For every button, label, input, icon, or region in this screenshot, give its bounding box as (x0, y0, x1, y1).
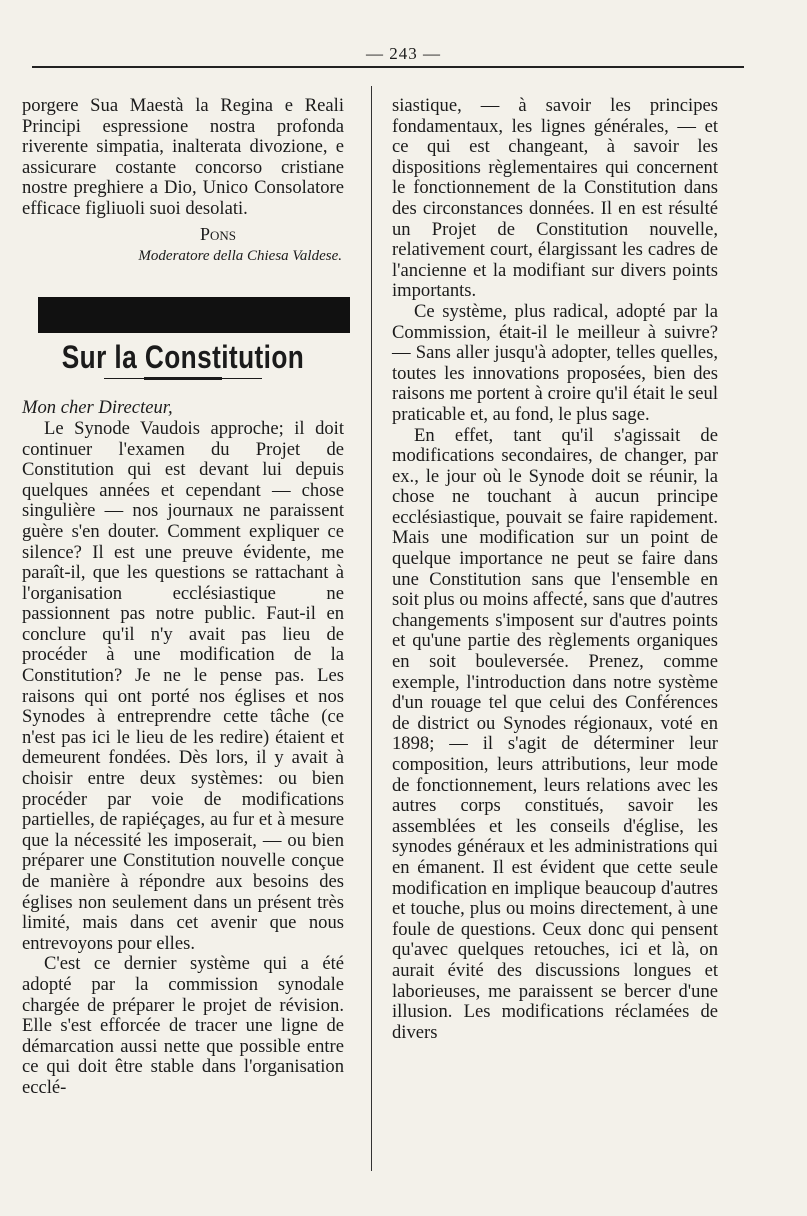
italian-telegram-text: porgere Sua Maestà la Regina e Reali Principi espressione nostra profonda riverente simpatia, inalterata divozione, e assicurare costante concorso cristiane nostre preghiere a Dio, Unico Consolatore efficace figliuoli suoi desolati. (22, 95, 344, 219)
article-title: Sur la Constitution (61, 338, 305, 375)
decorative-black-bar (38, 297, 350, 333)
right-column (392, 96, 718, 1043)
article-paragraph: Ce système, plus radical, adopté par la Commission, était-il le meilleur à suivre? — Sans aller jusqu'à adopter, telles quelles, toutes les innovations proposées, bien des raisons me portent à croire qu'il était le seul praticable et, au fond, le plus sage. (392, 300, 718, 425)
column-divider (371, 86, 372, 1171)
title-ornament-rule (144, 377, 222, 380)
signature-name: Pons (199, 223, 236, 244)
article-paragraph: C'est ce dernier système qui a été adopté par la commission synodale chargée de préparer le projet de révision. Elle s'est efforcée de tracer une ligne de démarcation aussi nette que possible entre ce qui doit être stable dans l'organisation ecclé- (22, 953, 344, 1098)
article-paragraph: En effet, tant qu'il s'agissait de modifications secondaires, de changer, par ex., le jour où le Synode doit se réunir, la chose ne touchant à aucun principe ecclésiastique, pouvait se faire rapidement. Mais une modification sur un point de quelque importance ne peut se faire dans une Constitution sans que l'ensemble en soit plus ou moins affecté, sans que d'autres changements s'imposent sur d'autres points et qu'une partie des règlements organiques en soit bouleversée. Prenez, comme exemple, l'introduction dans notre système d'un rouage tel que celui des Conférences de district ou Synodes régionaux, voté en 1898; — il s'agit de déterminer leur composition, leurs attributions, leur mode de fonctionnement, leurs relations avec les autres corps constitués, savoir les assemblées et les conseils d'église, les synodes généraux et les administrations qui en émanent. Il est évident que cette seule modification en implique beaucoup d'autres et touche, plus ou moins directement, à une foule de questions. Ceux donc qui pensent qu'avec quelques retouches, ici et là, on aurait évité des discussions longues et laborieuses, me paraissent se bercer d'une illusion. Les modifications réclamées de divers (392, 424, 718, 1043)
signature-title: Moderatore della Chiesa Valdese. (138, 248, 342, 265)
page-number: — 243 — (366, 44, 441, 63)
salutation: Mon cher Directeur, (22, 397, 173, 419)
top-rule (32, 66, 744, 68)
article-paragraph: siastique, — à savoir les principes fondamentaux, les lignes générales, — et ce qui est changeant, à savoir les dispositions règlementaires qui concernent le fonctionnement de la Constitution dans des circonstances données. Il en est résulté un Projet de Constitution nouvelle, relativement court, élargissant les cadres de l'ancienne et la modifiant sur divers points importants. (392, 95, 718, 302)
left-column (22, 96, 344, 1099)
article-paragraph: Le Synode Vaudois approche; il doit continuer l'examen du Projet de Constitution qui est devant lui depuis quelques années et cependant — chose singulière — nos journaux ne paraissent guère s'en douter. Comment expliquer ce silence? Il est une preuve évidente, me paraît-il, que les questions se rattachant à l'organisation ecclésiastique ne passionnent pas notre public. Faut-il en conclure qu'il n'y avait pas lieu de procéder à une modification de la Constitution? Je ne le pense pas. Les raisons qui ont porté nos églises et nos Synodes à entreprendre cette tâche (ce n'est pas ici le lieu de les redire) étaient et demeurent fondées. Dès lors, il y avait à choisir entre deux systèmes: ou bien procéder par voie de modifications partielles, de rapiéçages, au fur et à mesure que la nécessité les imposerait, — ou bien préparer une Constitution nouvelle conçue de manière à répondre aux besoins des églises non seulement dans un présent très limité, mais dans cet avenir que nous entrevoyons pour elles. (22, 417, 344, 954)
